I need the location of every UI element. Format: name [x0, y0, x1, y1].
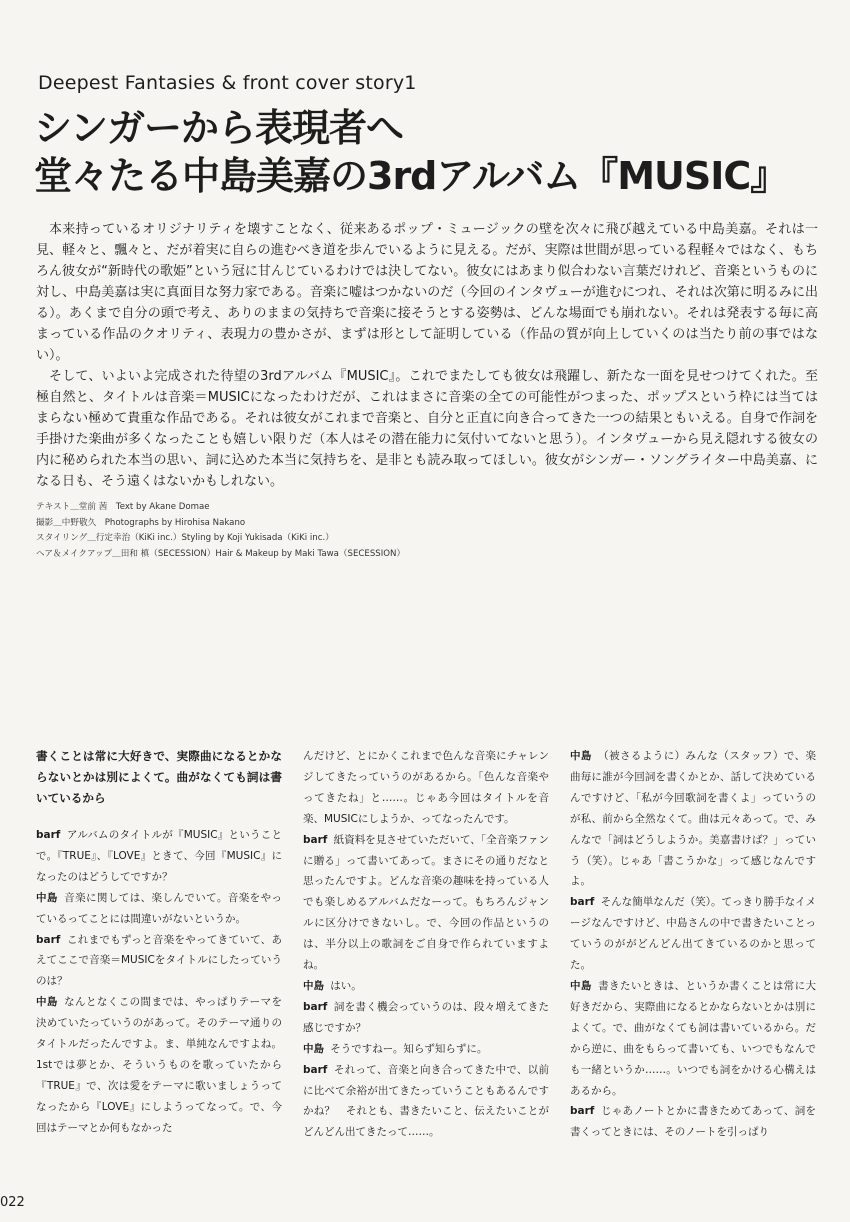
interview-utterance	[36, 930, 282, 993]
speaker-label: barf	[303, 1063, 328, 1076]
speaker-label: barf	[36, 829, 61, 841]
lead-paragraph-1: 本来持っているオリジナリティを壊すことなく、従来あるポップ・ミュージックの壁を次々に飛び越えている中島美嘉。それは一見、軽々と、飄々と、だが着実に自らの進むべき道を歩んでいるように見える。だが、実際は世間が思っている程軽々ではなく、もちろん彼女が“新時代の歌姫”という冠に甘んじているわけでは決してない。彼女にはあまり似合わない言葉だけれど、音楽というものに対し、中島美嘉は実に真面目な努力家である。音楽に嘘はつかないのだ（今回のインタヴューが進むにつれ、それは次第に明るみに出る）。あくまで自分の頭で考え、ありのままの気持ちで音楽に接そうとする姿勢は、どんな場面でも崩れない。それは発表する毎に高まっている作品のクオリティ、表現力の豊かさが、まずは形として証明している（作品の質が向上していくのは当たり前の事ではない）。	[36, 222, 818, 363]
credit-line: ヘア＆メイクアップ＿田和 槙（SECESSION）Hair & Makeup by Maki Tawa（SECESSION）	[36, 548, 406, 559]
speaker-label: barf	[570, 896, 595, 909]
utterance-text: 音楽に関しては、楽しんでいて。音楽をやっているってことには間違いがないというか。	[36, 891, 283, 925]
utterance-text: （被さるように）みんな（スタッフ）で、楽曲毎に誰が今回詞を書くかとか、話して決めているんですけど、「私が今回歌詞を書くよ」っていうのが私、前から全然なくて。曲は元々あって。で、みんなで「詞はどうしようか。美嘉書けば？」っていう（笑）。じゃあ「書こうかな」って感じなんですよ。	[570, 750, 817, 888]
speaker-label: 中島	[570, 979, 592, 992]
utterance-text: んだけど、とにかくこれまで色んな音楽にチャレンジしてきたっていうのがあるから。「色んな音楽やってきたね」と……。じゃあ今回はタイトルを音楽、MUSICにしようか、ってなったんです。	[303, 750, 549, 825]
speaker-label: barf	[36, 933, 61, 946]
interview-utterance	[570, 892, 816, 976]
credit-line: 撮影＿中野敬久 Photographs by Hirohisa Nakano	[36, 517, 246, 528]
pull-quote: 書くことは常に大好きで、実際曲になるとかならないとかは別によくて。曲がなくても詞は書いているから	[36, 749, 282, 805]
series-heading: Deepest Fantasies & front cover story1	[38, 72, 417, 94]
utterance-text: それって、音楽と向き合ってきた中で、以前に比べて余裕が出てきたっていうこともあるんですかね？ それとも、書きたいこと、伝えたいことがどんどん出てきたって……。	[303, 1063, 549, 1139]
interview-utterance	[570, 976, 816, 1101]
credit-line: スタイリング＿行定幸治（KiKi inc.）Styling by Koji Yukisada（KiKi inc.）	[36, 533, 334, 543]
utterance-text: そうですねー。知らず知らずに。	[330, 1042, 488, 1055]
utterance-text: 書きたいときは、というか書くことは常に大好きだから、実際曲になるとかならないとかは別によくて。で、曲がなくても詞は書いているから。だから逆に、曲をもらって書いても、いつでもなんでも一緒というか……。いつでも詞をかける心構えはあるから。	[570, 979, 817, 1097]
utterance-text: アルバムのタイトルが『MUSIC』ということで。『TRUE』、『LOVE』ときて、今回『MUSIC』になったのはどうしてですか？	[36, 829, 282, 883]
lead-paragraph-2: そして、いよいよ完成された待望の3rdアルバム『MUSIC』。これでまたしても彼女は飛躍し、新たな一面を見せつけてくれた。至極自然と、タイトルは音楽＝MUSICになったわけだが、これはまさに音楽の全ての可能性がつまった、ポップスという枠には当てはまらない極めて貴重な作品である。それは彼女がこれまで音楽と、自分と正直に向き合ってきた一つの結果ともいえる。自身で作詞を手掛けた楽曲が多くなったことも嬉しい限りだ（本人はその潜在能力に気付いてないと思う）。インタヴューから見え隠れする彼女の内に秘められた本当の思い、詞に込めた本当に気持ちを、是非とも読み取ってほしい。彼女がシンガー・ソングライター中島美嘉、になる日も、そう遠くはないかもしれない。	[36, 369, 818, 489]
utterance-text: 詞を書く機会っていうのは、段々増えてきた感じですか？	[303, 1000, 549, 1034]
speaker-label: barf	[303, 1000, 328, 1013]
interview-utterance	[36, 825, 282, 888]
interview-utterance	[303, 1060, 549, 1144]
interview-column-1	[36, 746, 282, 1139]
speaker-label: barf	[303, 833, 328, 846]
utterance-text: 紙資料を見させていただいて、「全音楽ファンに贈る」って書いてあって。まさにその通りだなと思ったんですよ。どんな音楽の趣味を持っている人でも楽しめるアルバムだなーって。もちろんジャンルに区分けできないし。で、今回の作品というのは、半分以上の歌詞をご自身で作られていますよね。	[303, 833, 549, 972]
interview-utterance	[303, 830, 549, 976]
page-number: 022	[0, 1195, 25, 1210]
utterance-text: そんな簡単なんだ（笑）。てっきり勝手なイメージなんですけど、中島さんの中で書きたいことっていうのががどんどん出てきているのかと思ってた。	[570, 896, 816, 972]
interview-utterance	[303, 746, 549, 830]
title-line-1: シンガーから表現者へ	[34, 106, 404, 150]
speaker-label: 中島	[36, 996, 58, 1009]
interview-utterance	[36, 992, 282, 1138]
interview-utterance	[303, 997, 549, 1039]
lead-text	[36, 219, 818, 492]
utterance-text: じゃあノートとかに書きためてあって、詞を書くってときには、そのノートを引っぱり	[570, 1105, 816, 1139]
speaker-label: barf	[570, 1105, 595, 1118]
interview-column-2	[303, 746, 549, 1143]
utterance-text: これまでもずっと音楽をやってきていて、あえてここで音楽＝MUSICをタイトルにしたっていうのは？	[36, 933, 282, 988]
interview-utterance	[36, 888, 282, 930]
interview-column-3	[570, 746, 816, 1143]
interview-utterance	[570, 746, 816, 892]
article-title	[34, 104, 787, 200]
speaker-label: 中島	[36, 891, 58, 904]
title-line-2: 堂々たる中島美嘉の3rdアルバム『MUSIC』	[34, 154, 788, 198]
interview-utterance	[570, 1101, 816, 1143]
interview-utterance	[303, 976, 549, 997]
credits	[36, 500, 405, 562]
utterance-text: はい。	[330, 979, 362, 992]
interview-utterance	[303, 1039, 549, 1060]
speaker-label: 中島	[570, 750, 592, 762]
credit-line: テキスト＿堂前 茜 Text by Akane Domae	[36, 502, 210, 512]
speaker-label: 中島	[303, 979, 324, 992]
utterance-text: なんとなくこの間までは、やっぱりテーマを決めていたっていうのがあって。そのテーマ通りのタイトルだったんですよ。ま、単純なんですよね。1stでは夢とか、そういうものを歌っていたから『TRUE』で、次は愛をテーマに歌いましょうってなったから『LOVE』にしようってなって。で、今回はテーマとか何もなかった	[36, 996, 283, 1134]
speaker-label: 中島	[303, 1042, 324, 1055]
